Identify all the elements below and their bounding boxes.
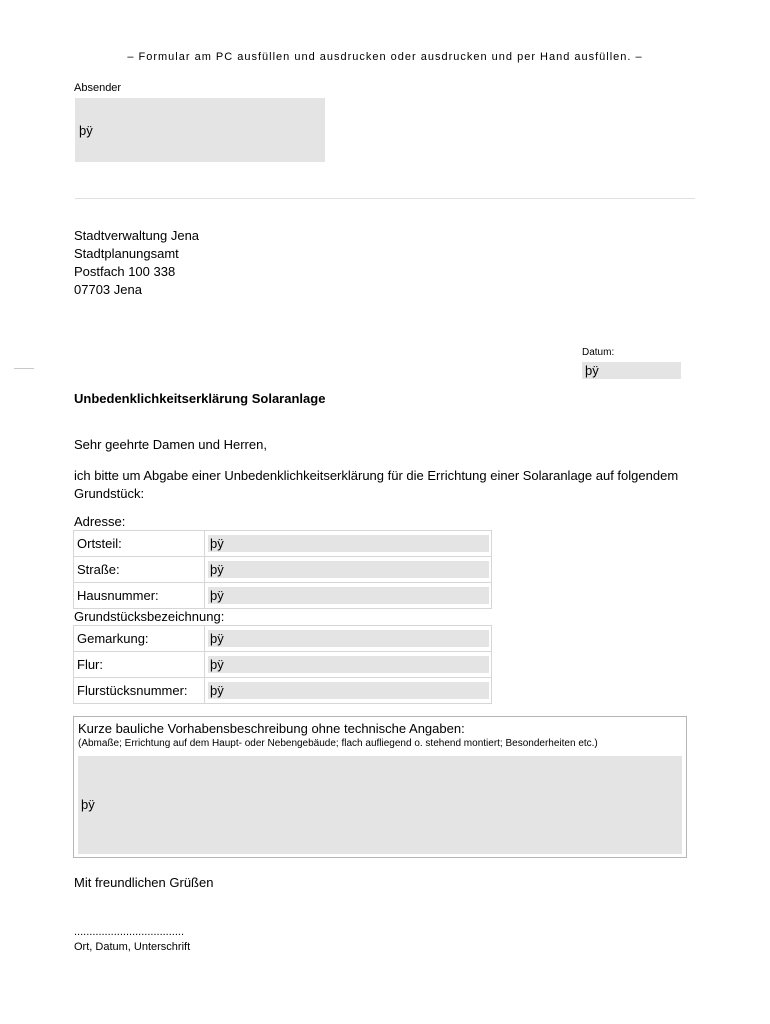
table-row — [74, 583, 492, 609]
flurstuecksnummer-label: Flurstücksnummer: — [74, 678, 205, 704]
flur-field[interactable]: þÿ — [208, 656, 489, 673]
sender-label: Absender — [74, 82, 122, 94]
signature-label: Ort, Datum, Unterschrift — [74, 941, 191, 953]
recipient-address — [74, 227, 199, 299]
strasse-label: Straße: — [74, 557, 205, 583]
ortsteil-label: Ortsteil: — [74, 531, 205, 557]
form-instruction: – Formular am PC ausfüllen und ausdrucken oder ausdrucken und per Hand ausfüllen. – — [127, 51, 643, 63]
closing: Mit freundlichen Grüßen — [74, 875, 214, 890]
table-row — [74, 531, 492, 557]
description-hint: (Abmaße; Errichtung auf dem Haupt- oder Nebengebäude; flach aufliegend o. stehend montiert; Besonderheiten etc.) — [78, 738, 598, 749]
date-field[interactable]: þÿ — [582, 362, 681, 379]
recipient-line: Postfach 100 338 — [74, 264, 176, 279]
recipient-line: Stadtplanungsamt — [74, 246, 179, 261]
divider — [75, 198, 695, 199]
gemarkung-label: Gemarkung: — [74, 626, 205, 652]
description-box — [73, 716, 687, 858]
sender-field[interactable]: þÿ — [75, 98, 325, 162]
parcel-table — [73, 625, 492, 704]
flurstuecksnummer-field[interactable]: þÿ — [208, 682, 489, 699]
recipient-line: Stadtverwaltung Jena — [74, 228, 200, 243]
table-row — [74, 626, 492, 652]
recipient-line: 07703 Jena — [74, 282, 142, 297]
address-table — [73, 530, 492, 609]
hausnummer-label: Hausnummer: — [74, 583, 205, 609]
fold-mark — [14, 368, 34, 369]
salutation: Sehr geehrte Damen und Herren, — [74, 437, 267, 452]
table-row — [74, 652, 492, 678]
date-label: Datum: — [582, 347, 615, 358]
description-field[interactable]: þÿ — [78, 756, 682, 854]
table-row — [74, 678, 492, 704]
address-section-title: Adresse: — [74, 514, 126, 529]
description-title: Kurze bauliche Vorhabensbeschreibung ohne technische Angaben: — [78, 721, 465, 736]
intro-text: ich bitte um Abgabe einer Unbedenklichkeitserklärung für die Errichtung einer Solaranlage auf folgendem Grundstück: — [74, 468, 679, 501]
strasse-field[interactable]: þÿ — [208, 561, 489, 578]
parcel-section-title: Grundstücksbezeichnung: — [74, 609, 225, 624]
flur-label: Flur: — [74, 652, 205, 678]
gemarkung-field[interactable]: þÿ — [208, 630, 489, 647]
hausnummer-field[interactable]: þÿ — [208, 587, 489, 604]
subject: Unbedenklichkeitserklärung Solaranlage — [74, 391, 326, 406]
ortsteil-field[interactable]: þÿ — [208, 535, 489, 552]
table-row — [74, 557, 492, 583]
signature-line: .................................... — [74, 926, 185, 938]
